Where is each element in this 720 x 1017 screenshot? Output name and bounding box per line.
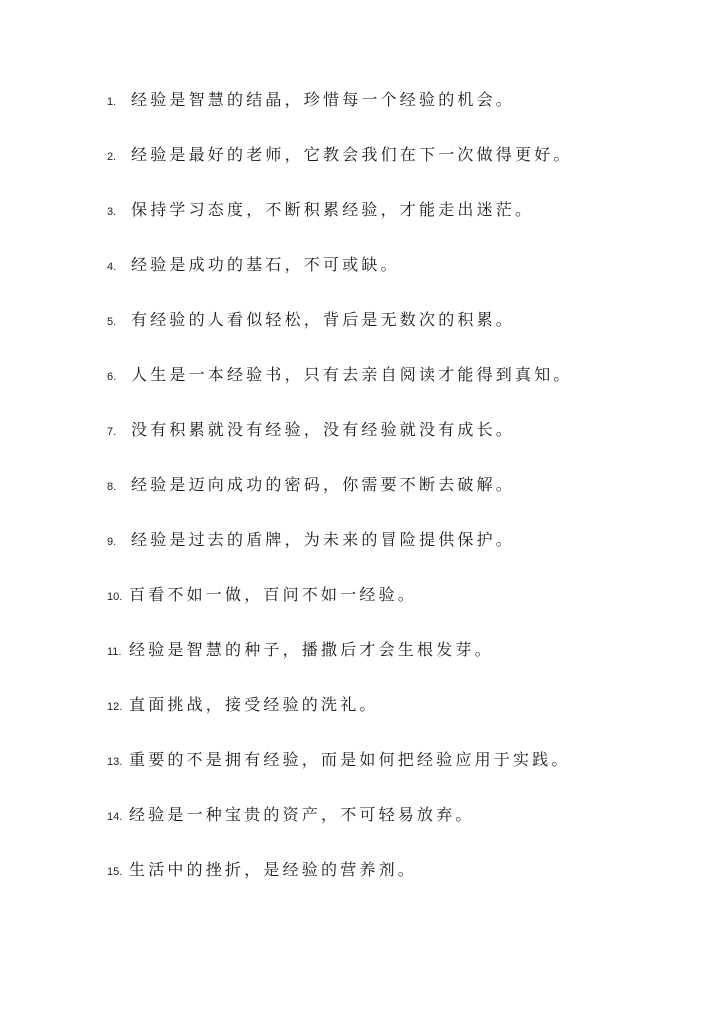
item-text: 经验是智慧的种子，播撒后才会生根发芽。: [129, 640, 494, 659]
list-item: [107, 87, 573, 142]
item-text: 经验是一种宝贵的资产，不可轻易放弃。: [129, 805, 475, 824]
list-item: [107, 802, 573, 857]
item-text: 直面挑战，接受经验的洗礼。: [129, 695, 379, 714]
item-text: 没有积累就没有经验，没有经验就没有成长。: [131, 420, 516, 439]
list-item: [107, 362, 573, 417]
list-item: [107, 637, 573, 692]
list-item: [107, 142, 573, 197]
list-item: [107, 747, 573, 802]
item-number: 1.: [107, 96, 117, 108]
item-text: 生活中的挫折，是经验的营养剂。: [129, 860, 418, 879]
item-text: 重要的不是拥有经验，而是如何把经验应用于实践。: [129, 750, 571, 769]
list-item: [107, 692, 573, 747]
item-number: 5.: [107, 316, 117, 328]
item-number: 15.: [107, 866, 123, 878]
item-number: 14.: [107, 811, 123, 823]
item-text: 经验是智慧的结晶，珍惜每一个经验的机会。: [131, 90, 516, 109]
item-number: 3.: [107, 206, 117, 218]
item-text: 有经验的人看似轻松，背后是无数次的积累。: [131, 310, 516, 329]
item-number: 13.: [107, 756, 123, 768]
item-number: 4.: [107, 261, 117, 273]
item-text: 经验是成功的基石，不可或缺。: [131, 255, 400, 274]
item-number: 9.: [107, 536, 117, 548]
item-number: 7.: [107, 426, 117, 438]
item-text: 经验是过去的盾牌，为未来的冒险提供保护。: [131, 530, 516, 549]
item-text: 保持学习态度，不断积累经验，才能走出迷茫。: [131, 200, 535, 219]
item-text: 人生是一本经验书，只有去亲自阅读才能得到真知。: [131, 365, 573, 384]
list-item: [107, 417, 573, 472]
item-text: 经验是迈向成功的密码，你需要不断去破解。: [131, 475, 516, 494]
list-item: [107, 582, 573, 637]
list-item: [107, 197, 573, 252]
item-number: 10.: [107, 591, 123, 603]
item-number: 2.: [107, 151, 117, 163]
item-number: 8.: [107, 481, 117, 493]
list-item: [107, 857, 573, 912]
item-number: 12.: [107, 701, 123, 713]
item-number: 11.: [107, 646, 122, 658]
item-text: 经验是最好的老师，它教会我们在下一次做得更好。: [131, 145, 573, 164]
list-item: [107, 252, 573, 307]
list-item: [107, 527, 573, 582]
item-number: 6.: [107, 371, 117, 383]
list-item: [107, 472, 573, 527]
item-text: 百看不如一做，百问不如一经验。: [129, 585, 418, 604]
list-item: [107, 307, 573, 362]
quote-list: [107, 87, 573, 912]
